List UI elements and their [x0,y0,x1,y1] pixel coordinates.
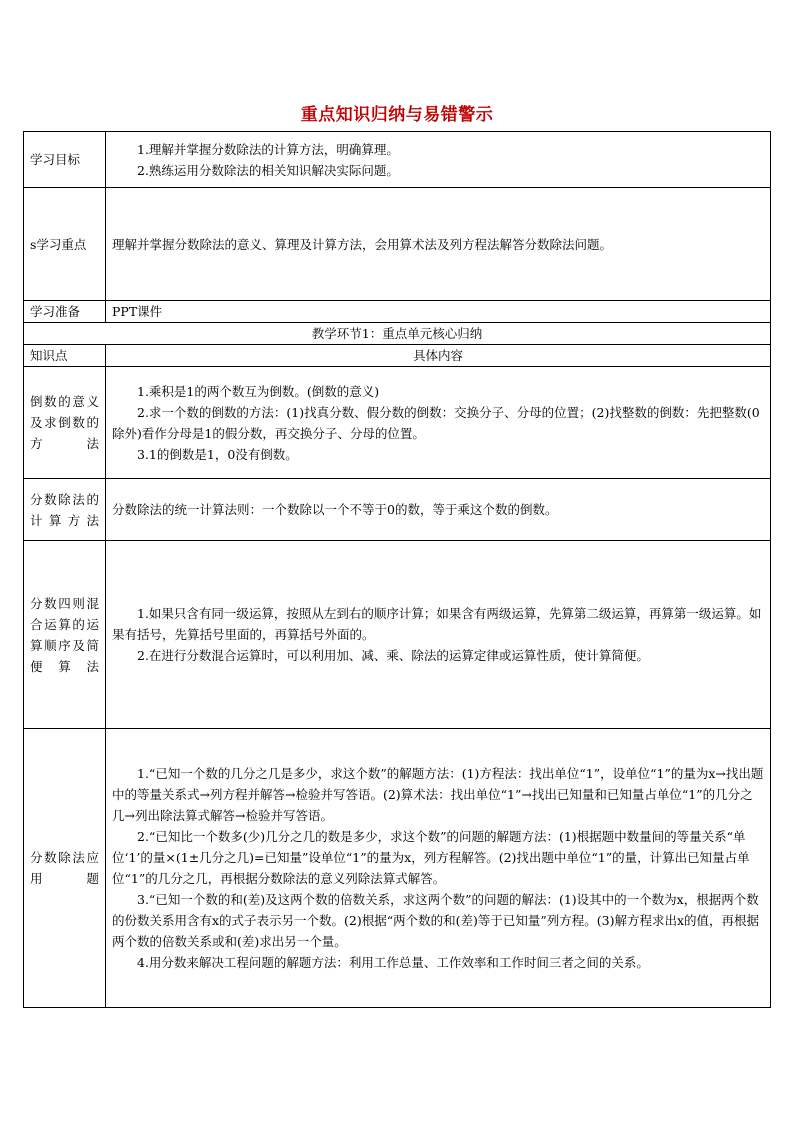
content-paragraph: 2.求一个数的倒数的方法：(1)找真分数、假分数的倒数：交换分子、分母的位置；(2)找整数的倒数：先把整数(0除外)看作分母是1的假分数，再交换分子、分母的位置。 [112,404,760,441]
content-paragraph: 1.“已知一个数的几分之几是多少，求这个数”的解题方法：(1)方程法：找出单位“1”，设单位“1”的量为x→找出题中的等量关系式→列方程并解答→检验并写答语。(2)算术法：找出单位“1”→找出已知量和已知量占单位“1”的几分之几→列出除法算式解答→检验并写答语。 [112,766,764,823]
row-goals [24,132,771,188]
focus-text: 理解并掌握分数除法的意义、算理及计算方法，会用算术法及列方程法解答分数除法问题。 [106,188,771,301]
knowledge-label: 分数四则混合运算的运算顺序及简便算法 [24,541,106,729]
content-paragraph: 分数除法的统一计算法则：一个数除以一个不等于0的数，等于乘这个数的倒数。 [112,502,558,517]
knowledge-content [106,729,771,1008]
row-section-title [24,323,771,345]
content-paragraph: 4.用分数来解决工程问题的解题方法：利用工作总量、工作效率和工作时间三者之间的关系。 [137,955,649,970]
focus-label: s学习重点 [24,188,106,301]
goals-content [106,132,771,188]
row-headers [24,345,771,367]
row-focus [24,188,771,301]
knowledge-row [24,479,771,541]
goals-label: 学习目标 [24,132,106,188]
content-paragraph: 1.乘积是1的两个数互为倒数。(倒数的意义) [137,383,380,399]
section-title: 教学环节1：重点单元核心归纳 [24,323,771,345]
knowledge-row [24,541,771,729]
lesson-table [23,131,771,1008]
prep-label: 学习准备 [24,301,106,323]
knowledge-row [24,367,771,479]
content-paragraph: 3.1的倒数是1，0没有倒数。 [137,446,298,462]
content-paragraph: 2.在进行分数混合运算时，可以利用加、减、乘、除法的运算定律或运算性质，使计算简便。 [137,648,649,663]
knowledge-label: 倒数的意义及求倒数的方法 [24,367,106,479]
knowledge-content [106,367,771,479]
header-col1: 知识点 [24,345,106,367]
prep-text: PPT课件 [106,301,771,323]
content-paragraph: 1.如果只含有同一级运算，按照从左到右的顺序计算；如果含有两级运算，先算第二级运算，再算第一级运算。如果有括号，先算括号里面的，再算括号外面的。 [112,606,762,642]
row-prep [24,301,771,323]
knowledge-content [106,479,771,541]
goals-item: 1.理解并掌握分数除法的计算方法，明确算理。 [137,141,399,157]
knowledge-label: 分数除法应用题 [24,729,106,1008]
content-paragraph: 2.“已知比一个数多(少)几分之几的数是多少，求这个数”的问题的解题方法：(1)根据题中数量间的等量关系“单位‘1’的量×(1±几分之几)=已知量”设单位“1”的量为x，列方程解答。(2)找出题中单位“1”的量，计算出已知量占单位“1”的几分之几，再根据分数除法的意义列除法算式解答。 [112,829,750,886]
knowledge-row [24,729,771,1008]
knowledge-content [106,541,771,729]
header-col2: 具体内容 [106,345,771,367]
page-title: 重点知识归纳与易错警示 [300,105,494,125]
goals-item: 2.熟练运用分数除法的相关知识解决实际问题。 [137,162,399,178]
knowledge-label: 分数除法的计算方法 [24,479,106,541]
content-paragraph: 3.“已知一个数的和(差)及这两个数的倍数关系，求这两个数”的问题的解法：(1)设其中的一个数为x，根据两个数的份数关系用含有x的式子表示另一个数。(2)根据“两个数的和(差)等于已知量”列方程。(3)解方程求出x的值，再根据两个数的倍数关系或和(差)求出另一个量。 [112,892,760,949]
